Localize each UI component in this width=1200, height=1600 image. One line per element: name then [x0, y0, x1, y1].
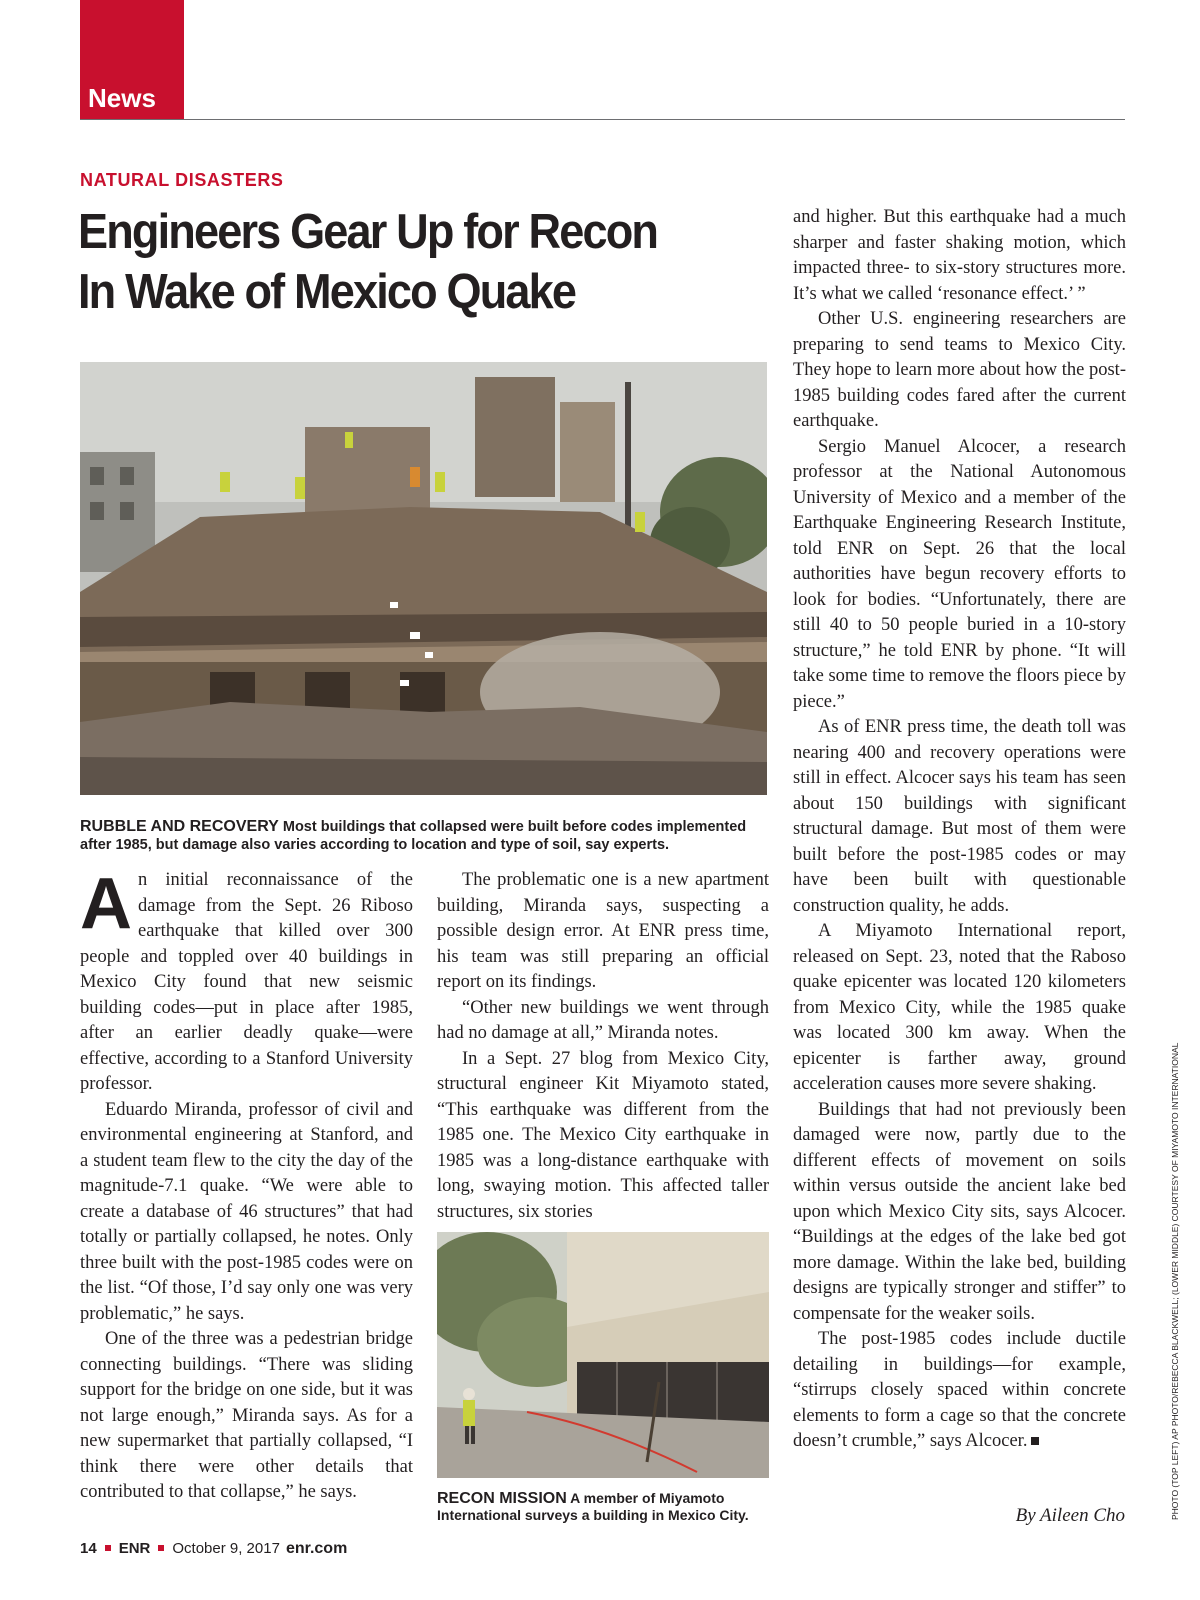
paragraph-1: [80, 864, 413, 1098]
headline-line-1: Engineers Gear Up for Recon: [78, 205, 658, 259]
main-caption-text: Most buildings that collapsed were built before codes implemented after 1985, but damage also varies according to location and type of soil, say experts.: [80, 819, 747, 853]
paragraph-6: In a Sept. 27 blog from Mexico City, structural engineer Kit Miyamoto stated, “This earthquake was different from the 1985 one. The Mexico City earthquake in 1985 was a long-distance earthquake with long, swaying motion. This affected taller structures, six stories: [437, 1048, 769, 1222]
main-photo-caption: [80, 818, 770, 854]
main-caption-head: RUBBLE AND RECOVERY: [80, 818, 279, 835]
rubble-photo: [80, 362, 767, 795]
headline-line-2: In Wake of Mexico Quake: [78, 265, 576, 319]
page-footer: [80, 1540, 347, 1558]
recon-photo-illustration: [437, 1232, 769, 1478]
paragraph-5: “Other new buildings we went through had no damage at all,” Miranda notes.: [437, 997, 769, 1043]
paragraph-1-text: n initial reconnaissance of the damage from the Sept. 26 Riboso earthquake that killed over 300 people and toppled over 40 buildings in Mexico City found that new seismic building codes—put in place after 1985, after an earlier deadly quake—were effective, according to a Stanford University professor.: [80, 870, 413, 1094]
separator-square-icon: [158, 1545, 164, 1551]
paragraph-11: Buildings that had not previously been damaged were now, partly due to the different effects of movement on soils within versus outside the ancient lake bed upon which Mexico City sits, says Alcocer. “Buildings at the edges of the lake bed got more damage. Within the lake bed, building designs are typically stronger and stiffer” to compensate for the weaker soils.: [793, 1099, 1126, 1324]
drop-cap: A: [80, 864, 132, 944]
article-column-2: [437, 868, 769, 1225]
paragraph-8: Sergio Manuel Alcocer, a research professor at the National Autonomous University of Mexico and a member of the Earthquake Engineering Research Institute, told ENR on Sept. 26 that the local authorities have begun recovery efforts to look for bodies. “Unfortunately, there are still 40 to 50 people buried in a 10-story structure,” he told ENR by phone. “It will take some time to remove the floors piece by piece.”: [793, 436, 1126, 712]
recon-caption-head: RECON MISSION: [437, 1490, 567, 1507]
paragraph-12-text: The post-1985 codes include ductile detailing in buildings—for example, “stirrups closely spaced within concrete elements to form a cage so that the concrete doesn’t crumble,” says Alcocer.: [793, 1329, 1126, 1451]
photo-credit: PHOTO (TOP LEFT) AP PHOTO/REBECCA BLACKWELL; (LOWER MIDDLE) COURTESY OF MIYAMOTO INTERNATIONAL: [1170, 1042, 1180, 1520]
recon-photo-caption: [437, 1490, 772, 1524]
section-label: News: [88, 83, 156, 113]
byline: By Aileen Cho: [1015, 1505, 1125, 1526]
end-mark-icon: [1031, 1437, 1039, 1445]
article-column-1: [80, 864, 413, 1506]
paragraph-12: [793, 1327, 1126, 1455]
site-link[interactable]: enr.com: [285, 1540, 348, 1557]
recon-photo: [437, 1232, 769, 1478]
paragraph-10: A Miyamoto International report, released on Sept. 23, noted that the Raboso quake epicenter was located 120 kilometers from Mexico City, while the 1985 quake was located 300 km away. When the epicenter is farther away, ground acceleration causes more severe shaking.: [793, 921, 1126, 1094]
paragraph-3: One of the three was a pedestrian bridge connecting buildings. “There was sliding support for the bridge on one side, but it was not large enough,” Miranda says. As for a new supermarket that partially collapsed, “I think there were other details that contributed to that collapse,” he says.: [80, 1329, 413, 1502]
paragraph-6-continued: and higher. But this earthquake had a much sharper and faster shaking motion, which impacted three- to six-story structures more. It’s what we called ‘resonance effect.’ ”: [793, 207, 1126, 304]
page-number: 14: [80, 1540, 97, 1557]
article-kicker: NATURAL DISASTERS: [80, 170, 284, 190]
separator-square-icon: [105, 1545, 111, 1551]
article-headline: [78, 202, 704, 322]
magazine-name: ENR: [118, 1540, 151, 1557]
paragraph-7: Other U.S. engineering researchers are preparing to send teams to Mexico City. They hope to learn more about how the post-1985 building codes fared after the current earthquake.: [793, 309, 1126, 431]
section-tab: [80, 0, 184, 120]
article-column-3: [793, 205, 1126, 1455]
paragraph-9: As of ENR press time, the death toll was nearing 400 and recovery operations were still in effect. Alcocer says his team has seen about 150 buildings with significant structural damage. But most of them were built before the post-1985 codes or may have been built with questionable construction quality, he adds.: [793, 717, 1126, 916]
issue-date: October 9, 2017: [172, 1540, 280, 1557]
recon-caption-text: A member of Miyamoto International surveys a building in Mexico City.: [437, 1490, 749, 1523]
rubble-photo-illustration: [80, 362, 767, 795]
paragraph-2: Eduardo Miranda, professor of civil and environmental engineering at Stanford, and a student team flew to the city the day of the magnitude-7.1 quake. “We were able to create a database of 46 structures” that had totally or partially collapsed, he notes. Only three built with the post-1985 codes were on the list. “Of those, I’d say only one was very problematic,” he says.: [80, 1099, 413, 1324]
header-rule: [80, 119, 1125, 120]
paragraph-4: The problematic one is a new apartment building, Miranda says, suspecting a possible design error. At ENR press time, his team was still preparing an official report on its findings.: [437, 870, 769, 992]
